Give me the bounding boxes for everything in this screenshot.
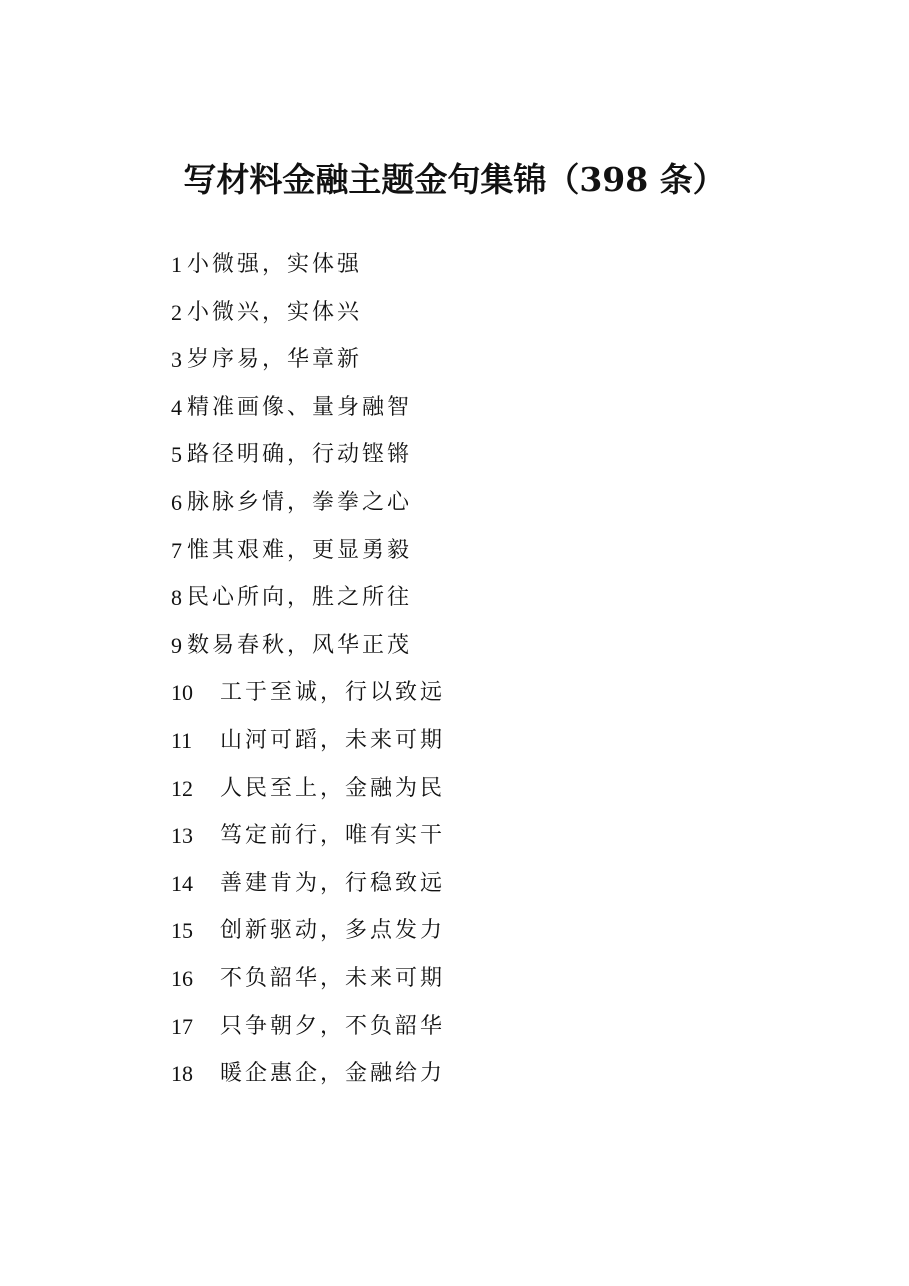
list-item [171,627,771,675]
document-title: 写材料金融主题金句集锦（398 条） [183,160,726,199]
item-text: 路径明确，行动铿锵 [187,442,413,468]
list-item [171,436,771,484]
item-number: 10 [171,680,193,706]
item-number: 8 [171,585,182,611]
item-text: 数易春秋，风华正茂 [187,632,413,658]
list-item [171,912,771,960]
item-number: 12 [171,775,193,801]
list-item [171,722,771,770]
item-text: 暖企惠企，金融给力 [220,1061,446,1087]
item-number: 11 [171,727,193,753]
item-number: 18 [171,1061,193,1087]
item-text: 惟其艰难，更显勇毅 [187,537,413,563]
item-number: 16 [171,965,193,991]
list-item [171,817,771,865]
list-item [171,389,771,437]
item-number: 3 [171,347,182,373]
list-item [171,1055,771,1103]
item-text: 工于至诚，行以致远 [220,680,446,706]
item-text: 岁序易，华章新 [187,347,363,373]
item-number: 7 [171,537,182,563]
item-text: 善建肯为，行稳致远 [220,870,446,896]
item-number: 14 [171,870,193,896]
item-text: 精准画像、量身融智 [187,394,413,420]
list-item [171,674,771,722]
list-item [171,770,771,818]
list-item [171,294,771,342]
item-number: 15 [171,918,193,944]
list-item [171,246,771,294]
item-number: 6 [171,489,182,515]
item-text: 民心所向，胜之所往 [187,585,413,611]
item-text: 脉脉乡情，拳拳之心 [187,489,413,515]
item-text: 不负韶华，未来可期 [220,965,446,991]
list-item [171,579,771,627]
item-number: 13 [171,823,193,849]
list-item [171,960,771,1008]
item-text: 只争朝夕，不负韶华 [220,1013,446,1039]
item-text: 创新驱动，多点发力 [220,918,446,944]
list-item [171,865,771,913]
list-item [171,532,771,580]
item-text: 小微兴，实体兴 [187,299,363,325]
list-item [171,484,771,532]
item-number: 5 [171,442,182,468]
item-text: 人民至上，金融为民 [220,775,446,801]
item-number: 1 [171,252,182,277]
item-number: 4 [171,394,182,420]
item-number: 9 [171,632,182,658]
list-item [171,341,771,389]
item-text: 山河可蹈，未来可期 [220,727,446,753]
item-number: 17 [171,1013,193,1039]
item-number: 2 [171,299,182,325]
list-item [171,1008,771,1056]
item-text: 小微强，实体强 [187,252,363,277]
item-text: 笃定前行，唯有实干 [220,823,446,849]
quote-list [171,246,771,1103]
